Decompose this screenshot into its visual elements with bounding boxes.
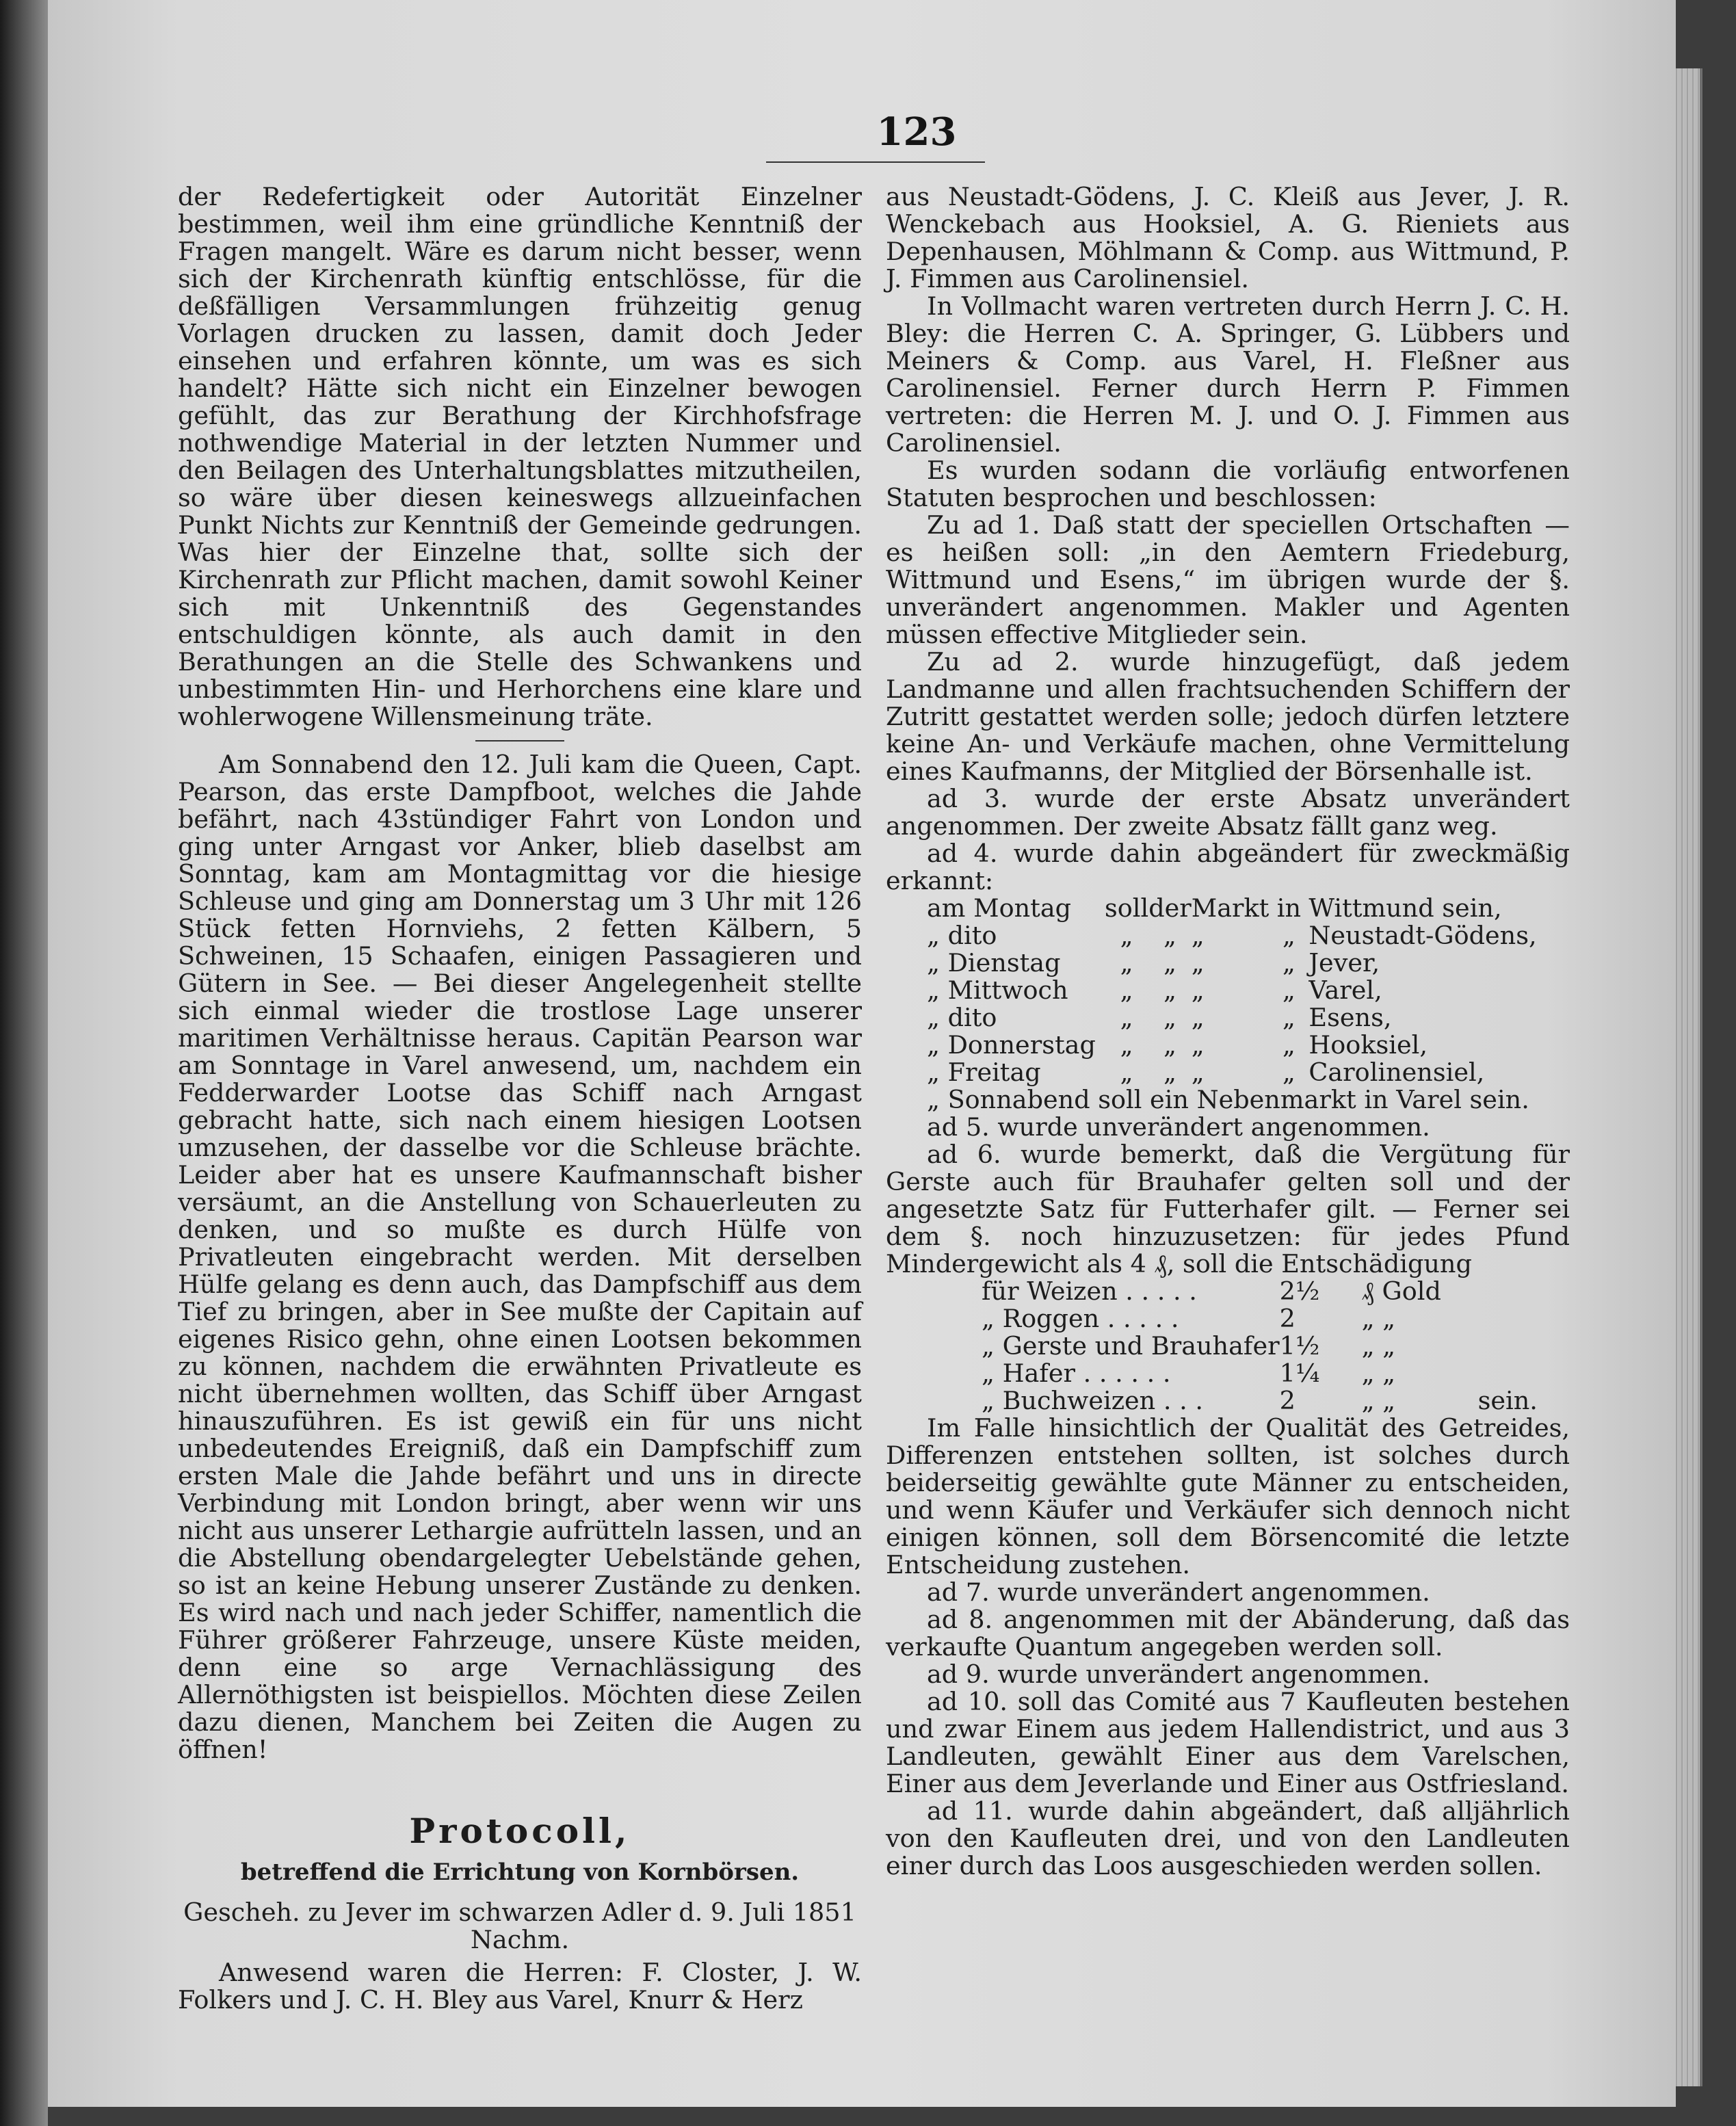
market-cell: „	[1163, 948, 1176, 977]
market-day: Dienstag	[947, 948, 1061, 977]
market-cell: „	[1120, 1030, 1133, 1060]
table-row	[927, 1059, 1537, 1086]
market-day: dito	[947, 1003, 997, 1032]
market-cell: „	[1163, 975, 1176, 1005]
market-cell: Markt	[1191, 893, 1270, 923]
grain-name: für Weizen . . . . .	[982, 1276, 1197, 1306]
market-cell: „	[1191, 1003, 1205, 1032]
grain-unit: „ „	[1361, 1359, 1396, 1388]
market-cell: „	[1282, 1058, 1296, 1087]
table-row	[927, 1032, 1537, 1059]
book-page	[48, 0, 1676, 2107]
right-paragraph-12: ad 8. angenommen mit der Abänderung, daß das verkaufte Quantum angegeben werden soll.	[886, 1605, 1570, 1662]
market-cell: „	[1282, 1003, 1296, 1032]
grain-name: „ Buchweizen . . .	[982, 1386, 1203, 1415]
header-rule	[766, 161, 985, 163]
market-cell: „	[1191, 948, 1205, 977]
right-paragraph-13: ad 9. wurde unverändert angenommen.	[927, 1659, 1430, 1689]
market-cell: „	[1163, 1058, 1176, 1087]
protocol-subtitle: betreffend die Errichtung von Kornbörsen.	[240, 1859, 800, 1886]
right-paragraph-14: ad 10. soll das Comité aus 7 Kaufleuten bestehen und zwar Einem aus jedem Hallendistrict, und aus 3 Landleuten, gewählt Einer aus dem Varelschen, Einer aus dem Jeverlande und Einer aus Ostfriesland.	[886, 1687, 1570, 1798]
grain-amount: 2	[1279, 1304, 1296, 1333]
table-row	[927, 1004, 1537, 1032]
market-cell: „	[1282, 948, 1296, 977]
right-paragraph-6: ad 3. wurde der erste Absatz unverändert angenommen. Der zweite Absatz fällt ganz weg.	[886, 784, 1570, 841]
protocol-title: Protocoll,	[409, 1811, 631, 1851]
market-place: Hooksiel,	[1308, 1030, 1428, 1060]
market-lead: „	[927, 1058, 940, 1087]
protocol-date-line: Gescheh. zu Jever im schwarzen Adler d. 9. Juli 1851 Nachm.	[183, 1898, 856, 1954]
right-paragraph-15: ad 11. wurde dahin abgeändert, daß alljährlich von den Kaufleuten drei, und von den Landleuten einer durch das Loos ausgeschieden werden sollen.	[886, 1796, 1570, 1880]
market-cell: „	[1163, 921, 1176, 950]
market-cell: „	[1282, 1030, 1296, 1060]
market-lead: am	[927, 893, 966, 923]
right-paragraph-7: ad 4. wurde dahin abgeändert für zweckmäßig erkannt:	[886, 839, 1570, 895]
market-lead: „	[927, 1003, 940, 1032]
market-lead: „	[927, 1030, 940, 1060]
grain-unit: „ „	[1361, 1304, 1396, 1333]
right-paragraph-11: ad 7. wurde unverändert angenommen.	[927, 1577, 1430, 1607]
table-row	[982, 1333, 1538, 1360]
right-paragraph-8: ad 5. wurde unverändert angenommen.	[927, 1112, 1430, 1142]
market-schedule-table	[927, 895, 1537, 1086]
grain-amount: 2	[1279, 1386, 1296, 1415]
market-cell: „	[1120, 921, 1133, 950]
grain-tail	[1478, 1278, 1538, 1305]
market-cell: „	[1191, 1030, 1205, 1060]
market-cell: „	[1163, 1030, 1176, 1060]
market-cell: „	[1191, 1058, 1205, 1087]
market-last-line: „ Sonnabend soll ein Nebenmarkt in Varel sein.	[927, 1085, 1529, 1114]
grain-unit: „ „	[1361, 1331, 1396, 1361]
table-row	[927, 922, 1537, 949]
market-cell: „	[1282, 975, 1296, 1005]
grain-tail	[1478, 1305, 1538, 1333]
table-row	[927, 949, 1537, 977]
market-cell: „	[1282, 921, 1296, 950]
market-place: Esens,	[1308, 1003, 1392, 1032]
market-cell: soll	[1105, 893, 1149, 923]
market-place: Wittmund sein,	[1308, 893, 1502, 923]
right-paragraph-4: Zu ad 1. Daß statt der speciellen Ortschaften — es heißen soll: „in den Aemtern Friedeburg, Wittmund und Esens,“ im übrigen wurde der §. unverändert angenommen. Makler und Agenten müssen effective Mitglieder sein.	[886, 510, 1570, 649]
right-column	[886, 183, 1570, 1880]
market-cell: der	[1148, 893, 1192, 923]
compensation-table	[982, 1278, 1538, 1415]
grain-tail	[1478, 1360, 1538, 1387]
market-day: Freitag	[947, 1058, 1041, 1087]
grain-name: „ Hafer . . . . . .	[982, 1359, 1171, 1388]
grain-name: „ Gerste und Brauhafer	[982, 1331, 1280, 1361]
market-lead: „	[927, 975, 940, 1005]
grain-amount: 2½	[1279, 1276, 1320, 1306]
market-place: Varel,	[1308, 975, 1382, 1005]
grain-tail: sein.	[1477, 1386, 1538, 1415]
market-cell: „	[1191, 921, 1205, 950]
table-row	[927, 977, 1537, 1004]
table-row	[982, 1305, 1538, 1333]
book-gutter	[0, 0, 48, 2126]
left-paragraph-3: Anwesend waren die Herren: F. Closter, J. W. Folkers und J. C. H. Bley aus Varel, Knurr & Herz	[178, 1958, 862, 2015]
section-separator	[475, 740, 564, 742]
market-lead: „	[927, 948, 940, 977]
grain-name: „ Roggen . . . . .	[982, 1304, 1179, 1333]
grain-amount: 1½	[1279, 1331, 1320, 1361]
market-cell: „	[1120, 975, 1133, 1005]
table-row	[982, 1278, 1538, 1305]
right-paragraph-3: Es wurden sodann die vorläufig entworfenen Statuten besprochen und beschlossen:	[886, 456, 1570, 512]
left-paragraph-2: Am Sonnabend den 12. Juli kam die Queen, Capt. Pearson, das erste Dampfboot, welches die Jahde befährt, nach 43stündiger Fahrt von London und ging unter Arngast vor Anker, blieb daselbst am Sonntag, kam am Montagmittag vor die hiesige Schleuse und ging am Donnerstag um 3 Uhr mit 126 Stück fetten Hornviehs, 2 fetten Kälbern, 5 Schweinen, 15 Schaafen, einigen Passagieren und Gütern in See. — Bei dieser Angelegenheit stellte sich einmal wieder die trostlose Lage unserer maritimen Verhältnisse heraus. Capitän Pearson war am Sonntage in Varel anwesend, um, nachdem ein Fedderwarder Lootse das Schiff nach Arngast gebracht hatte, sich nach einem hiesigen Lootsen umzusehen, der dasselbe vor die Schleuse brächte. Leider aber hat es unsere Kaufmannschaft bisher versäumt, an die Anstellung von Schauerleuten zu denken, und so mußte es durch Hülfe von Privatleuten eingebracht werden. Mit derselben Hülfe gelang es denn auch, das Dampfschiff aus dem Tief zu bringen, aber in See mußte der Capitain auf eigenes Risico gehn, ohne einen Lootsen bekommen zu können, nachdem die erwähnten Privatleute es nicht übernehmen wollten, das Schiff über Arngast hinauszuführen. Es ist gewiß ein für uns nicht unbedeutendes Ereigniß, daß ein Dampfschiff zum ersten Male die Jahde befährt und uns in directe Verbindung mit London bringt, aber wenn wir uns nicht aus unserer Lethargie aufrütteln lassen, und an die Abstellung obendargelegter Uebelstände gehen, so ist an keine Hebung unserer Zustände zu denken. Es wird nach und nach jeder Schiffer, namentlich die Führer größerer Fahrzeuge, unsere Küste meiden, denn eine so arge Vernachlässigung des Allernöthigsten ist beispiellos. Möchten diese Zeilen dazu dienen, Manchem bei Zeiten die Augen zu öffnen!	[178, 750, 862, 1764]
table-row	[927, 895, 1537, 922]
market-cell: „	[1120, 1058, 1133, 1087]
right-paragraph-5: Zu ad 2. wurde hinzugefügt, daß jedem Landmanne und allen frachtsuchenden Schiffern der Zutritt gestattet werden solle; jedoch dürfen letztere keine An- und Verkäufe machen, ohne Vermittelung eines Kaufmanns, der Mitglied der Börsenhalle ist.	[886, 647, 1570, 786]
right-paragraph-1: aus Neustadt-Gödens, J. C. Kleiß aus Jever, J. R. Wenckebach aus Hooksiel, A. G. Rieniets aus Depenhausen, Möhlmann & Comp. aus Wittmund, P. J. Fimmen aus Carolinensiel.	[886, 182, 1570, 293]
market-cell: „	[1120, 1003, 1133, 1032]
market-day: dito	[947, 921, 997, 950]
market-cell: in	[1276, 893, 1302, 923]
market-cell: „	[1120, 948, 1133, 977]
market-place: Jever,	[1308, 948, 1380, 977]
market-place: Carolinensiel,	[1308, 1058, 1485, 1087]
market-day: Donnerstag	[947, 1030, 1096, 1060]
market-place: Neustadt-Gödens,	[1308, 921, 1537, 950]
right-paragraph-2: In Vollmacht waren vertreten durch Herrn J. C. H. Bley: die Herren C. A. Springer, G. Lübbers und Meiners & Comp. aus Varel, H. Fleßner aus Carolinensiel. Ferner durch Herrn P. Fimmen vertreten: die Herren M. J. und O. J. Fimmen aus Carolinensiel.	[886, 291, 1570, 458]
grain-amount: 1¼	[1279, 1359, 1320, 1388]
market-cell: „	[1191, 975, 1205, 1005]
market-day: Mittwoch	[947, 975, 1068, 1005]
table-row	[982, 1387, 1538, 1415]
market-cell: „	[1163, 1003, 1176, 1032]
market-day: Montag	[973, 893, 1072, 923]
right-paragraph-10: Im Falle hinsichtlich der Qualität des Getreides, Differenzen entstehen sollten, ist solches durch beiderseitig gewählte gute Männer zu entscheiden, und wenn Käufer und Verkäufer sich dennoch nicht einigen können, soll dem Börsencomité die letzte Entscheidung zustehen.	[886, 1413, 1570, 1579]
right-paragraph-9: ad 6. wurde bemerkt, daß die Vergütung für Gerste auch für Brauhafer gelten soll und der angesetzte Satz für Futterhafer gilt. — Ferner sei dem §. noch hinzuzusetzen: für jedes Pfund Mindergewicht als 4 ₰, soll die Entschädigung	[886, 1140, 1570, 1278]
table-row	[982, 1360, 1538, 1387]
market-lead: „	[927, 921, 940, 950]
page-number: 123	[876, 109, 957, 155]
left-column	[178, 183, 862, 2014]
left-paragraph-1: der Redefertigkeit oder Autorität Einzelner bestimmen, weil ihm eine gründliche Kenntniß der Fragen mangelt. Wäre es darum nicht besser, wenn sich der Kirchenrath künftig entschlösse, für die deßfälligen Versammlungen frühzeitig genug Vorlagen drucken zu lassen, damit doch Jeder einsehen und erfahren könnte, um was es sich handelt? Hätte sich nicht ein Einzelner bewogen gefühlt, das zur Berathung der Kirchhofsfrage nothwendige Material in der letzten Nummer und den Beilagen des Unterhaltungsblattes mitzutheilen, so wäre über diesen keineswegs allzueinfachen Punkt Nichts zur Kenntniß der Gemeinde gedrungen. Was hier der Einzelne that, sollte sich der Kirchenrath zur Pflicht machen, damit sowohl Keiner sich mit Unkenntniß des Gegenstandes entschuldigen könnte, als auch damit in den Berathungen an die Stelle des Schwankens und unbestimmten Hin- und Herhorchens eine klare und wohlerwogene Willensmeinung träte.	[178, 182, 862, 731]
grain-unit: ₰ Gold	[1361, 1276, 1441, 1306]
grain-unit: „ „	[1361, 1386, 1396, 1415]
grain-tail	[1478, 1333, 1538, 1360]
